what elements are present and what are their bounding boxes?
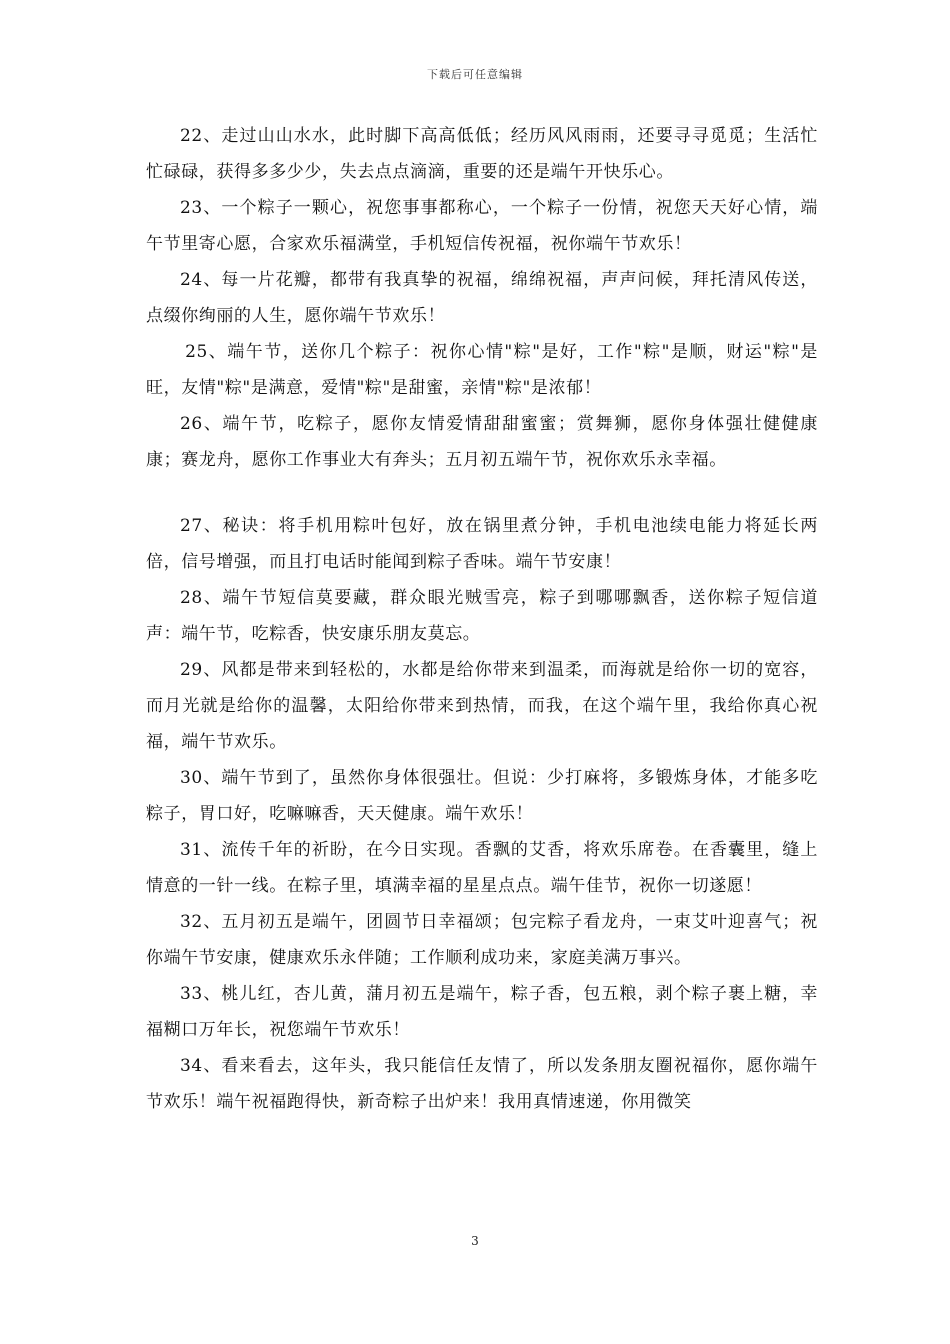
paragraph-31: 31、流传千年的祈盼，在今日实现。香飘的艾香，将欢乐席卷。在香囊里，缝上情意的一针一线。在粽子里，填满幸福的星星点点。端午佳节，祝你一切遂愿！ <box>146 840 818 896</box>
paragraph-34: 34、看来看去，这年头，我只能信任友情了，所以发条朋友圈祝福你，愿你端午节欢乐！端午祝福跑得快，新奇粽子出炉来！我用真情速递，你用微笑 <box>146 1056 818 1112</box>
page-number: 3 <box>471 1234 479 1248</box>
paragraph-28: 28、端午节短信莫要藏，群众眼光贼雪亮，粽子到哪哪飘香，送你粽子短信道声：端午节，吃粽香，快安康乐朋友莫忘。 <box>146 588 818 644</box>
paragraph-27: 27、秘诀：将手机用粽叶包好，放在锅里煮分钟，手机电池续电能力将延长两倍，信号增强，而且打电话时能闻到粽子香味。端午节安康！ <box>146 516 818 572</box>
paragraph-29: 29、风都是带来到轻松的，水都是给你带来到温柔，而海就是给你一切的宽容，而月光就是给你的温馨，太阳给你带来到热情，而我，在这个端午里，我给你真心祝福，端午节欢乐。 <box>146 660 818 752</box>
paragraph-gap <box>146 478 818 508</box>
paragraph-23: 23、一个粽子一颗心，祝您事事都称心，一个粽子一份情，祝您天天好心情，端午节里寄心愿，合家欢乐福满堂，手机短信传祝福，祝你端午节欢乐！ <box>146 198 818 254</box>
document-body <box>146 118 818 1120</box>
paragraph-32: 32、五月初五是端午，团圆节日幸福颂；包完粽子看龙舟，一束艾叶迎喜气；祝你端午节安康，健康欢乐永伴随；工作顺利成功来，家庭美满万事兴。 <box>146 912 818 968</box>
paragraph-30: 30、端午节到了，虽然你身体很强壮。但说：少打麻将，多锻炼身体，才能多吃粽子，胃口好，吃嘛嘛香，天天健康。端午欢乐！ <box>146 768 818 824</box>
paragraph-26: 26、端午节，吃粽子，愿你友情爱情甜甜蜜蜜；赏舞狮，愿你身体强壮健健康康；赛龙舟，愿你工作事业大有奔头；五月初五端午节，祝你欢乐永幸福。 <box>146 414 818 470</box>
download-note-header: 下载后可任意编辑 <box>427 68 523 81</box>
paragraph-33: 33、桃儿红，杏儿黄，蒲月初五是端午，粽子香，包五粮，剥个粽子裹上糖，幸福糊口万年长，祝您端午节欢乐！ <box>146 984 818 1040</box>
paragraph-24: 24、每一片花瓣，都带有我真挚的祝福，绵绵祝福，声声问候，拜托清风传送，点缀你绚丽的人生，愿你端午节欢乐！ <box>146 270 818 326</box>
paragraph-25: 25、端午节，送你几个粽子：祝你心情"粽"是好，工作"粽"是顺，财运"粽"是旺，友情"粽"是满意，爱情"粽"是甜蜜，亲情"粽"是浓郁！ <box>146 342 818 398</box>
paragraph-22: 22、走过山山水水，此时脚下高高低低；经历风风雨雨，还要寻寻觅觅；生活忙忙碌碌，获得多多少少，失去点点滴滴，重要的还是端午开快乐心。 <box>146 126 818 182</box>
